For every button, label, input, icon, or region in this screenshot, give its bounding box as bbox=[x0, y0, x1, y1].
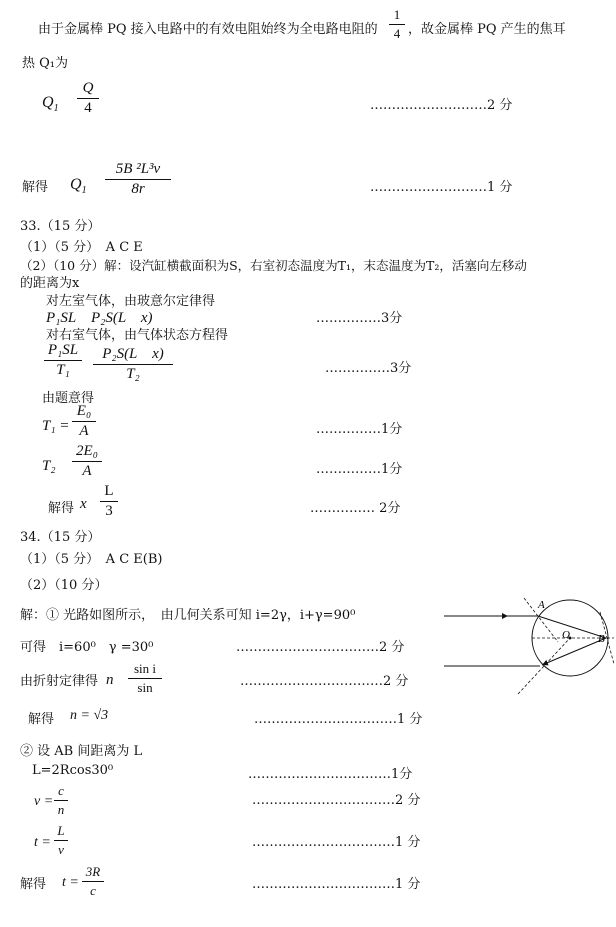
light-path-diagram bbox=[440, 592, 616, 702]
q33-t2-score: ……………1分 bbox=[316, 462, 403, 477]
q34-l-score: ……………………………1分 bbox=[248, 767, 413, 782]
q33-part2-line1: （2）（10 分）解：设汽缸横截面积为S，右室初态温度为T₁，末态温度为T₂，活塞向左移动 bbox=[20, 258, 527, 273]
q34-refr-frac: sin i sin bbox=[128, 661, 162, 696]
eq2-lhs: $Q_1$ bbox=[70, 176, 87, 197]
q34-solution-line: 解：① 光路如图所示， 由几何关系可知 i=2γ，i+γ=90⁰ bbox=[20, 608, 356, 623]
q34-n-label: 解得 bbox=[28, 712, 55, 727]
q34-n-score: ……………………………1 分 bbox=[254, 712, 423, 727]
q33-state-right-frac: P₂S(L x) T₂ bbox=[93, 342, 173, 383]
q33-t1-frac: E₀ A bbox=[72, 403, 96, 440]
q33-boyle-eq: P₁SL P₂S(L x) bbox=[46, 310, 153, 326]
label-b: B bbox=[598, 633, 605, 645]
q34-t-lhs: t = bbox=[34, 835, 51, 850]
q33-left-gas: 对左室气体，由玻意尔定律得 bbox=[46, 294, 216, 309]
q34-final-label: 解得 bbox=[20, 877, 47, 892]
refracted-ray-in bbox=[538, 616, 606, 638]
q34-v-lhs: v = bbox=[34, 794, 54, 809]
q34-refr-score: ……………………………2 分 bbox=[240, 674, 409, 689]
q33-t1-score: ……………1分 bbox=[316, 422, 403, 437]
q33-solve-label: 解得 bbox=[48, 501, 75, 516]
reflected-ray bbox=[542, 638, 606, 665]
q33-part2-line2: 的距离为x bbox=[20, 276, 80, 291]
q34-t-frac: L v bbox=[54, 823, 68, 858]
intro-frac-num: 1 bbox=[393, 7, 401, 22]
q33-right-gas: 对右室气体，由气体状态方程得 bbox=[46, 328, 229, 343]
label-o: O bbox=[562, 629, 570, 641]
q33-solve-frac: L 3 bbox=[100, 483, 118, 520]
intro-fraction bbox=[389, 7, 405, 42]
eq1-lhs: $Q_1$ bbox=[42, 94, 59, 115]
label-a: A bbox=[538, 599, 545, 611]
q33-solve-score: …………… 2分 bbox=[310, 501, 401, 516]
eq2-score: ………………………1 分 bbox=[370, 180, 513, 195]
q33-part1: （1）（5 分） A C E bbox=[20, 240, 143, 255]
intro-frac-den: 4 bbox=[393, 26, 401, 41]
eq1-fraction: Q 4 bbox=[77, 80, 99, 117]
q34-l-eq: L=2Rcos30⁰ bbox=[32, 763, 114, 778]
q34-part1: （1）（5 分） A C E(B) bbox=[20, 552, 163, 567]
intro-line-1a: 由于金属棒 PQ 接入电路中的有效电阻始终为全电路电阻的 bbox=[38, 22, 378, 37]
eq1-score: ………………………2 分 bbox=[370, 98, 513, 113]
q33-solve-var: x bbox=[80, 496, 87, 512]
q34-part2: （2）（10 分） bbox=[20, 578, 108, 593]
q34-t-score: ……………………………1 分 bbox=[252, 835, 421, 850]
q34-n-value: n = √3 bbox=[70, 708, 109, 723]
q34-refr-var: n bbox=[106, 672, 114, 688]
q34-refr-label: 由折射定律得 bbox=[20, 674, 99, 689]
q33-state-score: ……………3分 bbox=[325, 361, 412, 376]
intro-line-1b: ，故金属棒 PQ 产生的焦耳 bbox=[408, 22, 566, 37]
eq2-fraction: 5B ²L³v 8r bbox=[105, 161, 171, 198]
q34-v-score: ……………………………2 分 bbox=[252, 793, 421, 808]
q34-final-lhs: t = bbox=[62, 875, 79, 890]
eq2-label: 解得 bbox=[22, 180, 49, 195]
q34-part2-setup: ② 设 AB 间距离为 L bbox=[20, 744, 143, 759]
q33-given: 由题意得 bbox=[42, 391, 95, 406]
q33-t2-lhs: T₂ bbox=[42, 458, 56, 474]
q34-angles-score: ……………………………2 分 bbox=[236, 640, 405, 655]
q34-v-frac: c n bbox=[54, 783, 68, 818]
q33-boyle-score: ……………3分 bbox=[316, 311, 403, 326]
q33-header: 33.（15 分） bbox=[20, 219, 101, 234]
q34-final-frac: 3R c bbox=[82, 864, 104, 899]
q33-state-left-frac: P₁SL T₁ bbox=[44, 342, 82, 379]
q34-header: 34.（15 分） bbox=[20, 530, 101, 545]
q33-t1-lhs: T₁ = bbox=[42, 418, 70, 434]
q34-angles: 可得 i=60⁰ γ =30⁰ bbox=[20, 640, 154, 655]
q33-t2-frac: 2E₀ A bbox=[72, 443, 102, 480]
q34-final-score: ……………………………1 分 bbox=[252, 877, 421, 892]
intro-line-2: 热 Q₁为 bbox=[22, 56, 69, 71]
